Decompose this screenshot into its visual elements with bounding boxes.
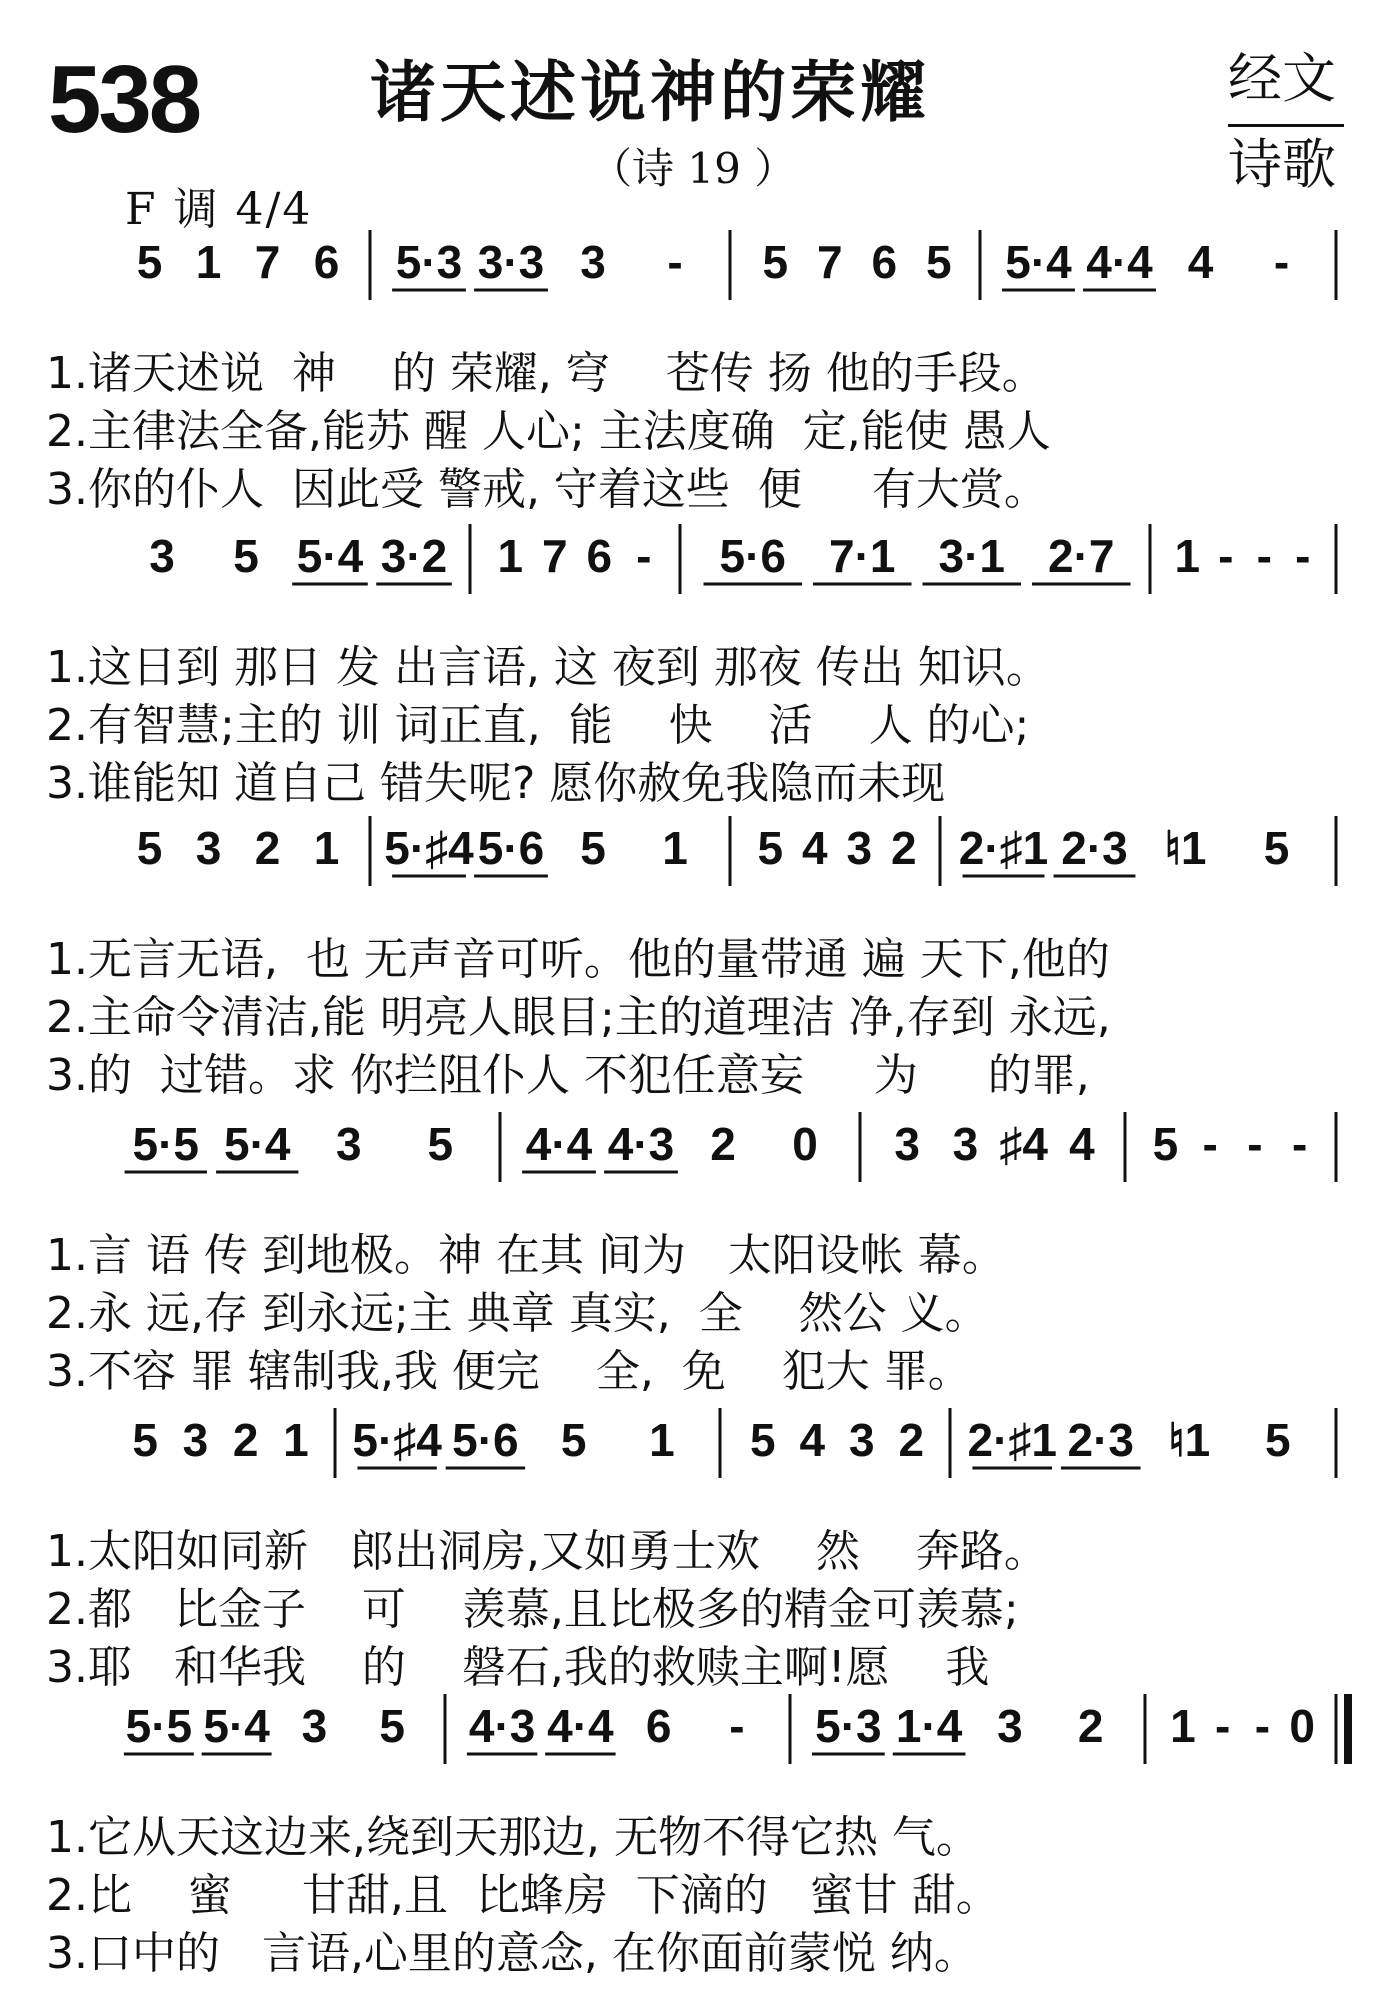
note: 7·1 xyxy=(829,530,896,582)
note: 5 xyxy=(1152,1118,1179,1170)
note: - xyxy=(1291,1118,1308,1170)
note: - xyxy=(1218,530,1234,582)
note: ♮1 xyxy=(1164,822,1207,874)
note: 6 xyxy=(586,530,613,582)
note: 2·3 xyxy=(1061,822,1128,874)
note: 5 xyxy=(749,1414,776,1466)
note: 4·3 xyxy=(468,1700,536,1752)
lyric-line-verse-3: 3.口中的 言语,心里的意念, 在你面前蒙悦 纳。 xyxy=(46,1928,978,1979)
note: 1 xyxy=(649,1414,675,1466)
lyric-line-verse-2: 2.主命令清洁,能 明亮人眼目;主的道理洁 净,存到 永远, xyxy=(46,992,1111,1043)
note: 0 xyxy=(792,1118,818,1170)
note: 3 xyxy=(997,1700,1023,1752)
note: 5·3 xyxy=(815,1700,882,1752)
note: 3 xyxy=(182,1414,209,1466)
note: 3 xyxy=(580,236,606,288)
note: - xyxy=(1247,1118,1263,1170)
note: 7 xyxy=(254,236,281,288)
note: 5·3 xyxy=(395,236,463,288)
note: 4 xyxy=(801,822,828,874)
note: 4·3 xyxy=(607,1118,675,1170)
note: 5 xyxy=(580,822,606,874)
note: 5 xyxy=(1264,1414,1291,1466)
note: 5·4 xyxy=(296,530,364,582)
note: 1·4 xyxy=(895,1700,963,1752)
note: 7 xyxy=(816,236,843,288)
note: 2 xyxy=(890,822,917,874)
note: - xyxy=(729,1700,745,1752)
lyric-line-verse-2: 2.比 蜜 甘甜,且 比蜂房 下滴的 蜜甘 甜。 xyxy=(46,1870,1000,1921)
note: 6 xyxy=(645,1700,672,1752)
note: ♯4 xyxy=(999,1118,1048,1170)
hymn-title: 诸天述说神的荣耀 xyxy=(370,54,930,131)
note: 5 xyxy=(762,236,789,288)
note: 5·♯4 xyxy=(384,822,474,874)
lyric-line-verse-3: 3.谁能知 道自己 错失呢? 愿你赦免我隐而未现 xyxy=(46,758,946,809)
note: 5·5 xyxy=(132,1118,199,1170)
note: 5·6 xyxy=(477,822,545,874)
note: 1 xyxy=(313,822,340,874)
note: 2·7 xyxy=(1048,530,1115,582)
key-signature: F 调 4/4 xyxy=(125,184,313,235)
lyric-line-verse-1: 1.太阳如同新 郎出洞房,又如勇士欢 然 奔路。 xyxy=(46,1526,1048,1577)
note: 5 xyxy=(379,1700,405,1752)
note: - xyxy=(636,530,652,582)
note: 5 xyxy=(1263,822,1290,874)
note: 2 xyxy=(898,1414,925,1466)
lyric-line-verse-3: 3.耶 和华我 的 磐石,我的救赎主啊!愿 我 xyxy=(46,1642,990,1693)
note: 5 xyxy=(560,1414,587,1466)
note: 3 xyxy=(335,1118,362,1170)
note: 5 xyxy=(427,1118,454,1170)
note: 4·4 xyxy=(1086,236,1153,288)
note: 5·♯4 xyxy=(352,1414,442,1466)
note: - xyxy=(1256,530,1272,582)
note: 2·♯1 xyxy=(958,822,1049,874)
note: 6 xyxy=(871,236,898,288)
note: 3 xyxy=(846,822,873,874)
note: 2·♯1 xyxy=(967,1414,1057,1466)
lyric-line-verse-3: 3.的 过错。求 你拦阻仆人 不犯任意妄 为 的罪, xyxy=(46,1050,1090,1101)
note: 5·5 xyxy=(125,1700,193,1752)
lyric-line-verse-2: 2.有智慧;主的 训 词正直, 能 快 活 人 的心; xyxy=(46,700,1030,751)
note: 5 xyxy=(757,822,784,874)
note: 6 xyxy=(313,236,340,288)
lyric-line-verse-1: 1.诸天述说 神 的 荣耀, 穹 苍传 扬 他的手段。 xyxy=(46,348,1046,399)
lyric-line-verse-3: 3.你的仆人 因此受 警戒, 守着这些 便 有大赏。 xyxy=(46,464,1048,515)
note: 1 xyxy=(195,236,222,288)
lyric-line-verse-1: 1.无言无语, 也 无声音可听。他的量带通 遍 天下,他的 xyxy=(46,934,1110,985)
note: 4·4 xyxy=(547,1700,614,1752)
note: 0 xyxy=(1289,1700,1315,1752)
note: 2 xyxy=(710,1118,736,1170)
category-label-top: 经文 xyxy=(1228,47,1336,110)
note: 3 xyxy=(952,1118,979,1170)
note: 4 xyxy=(1069,1118,1095,1170)
note: 4·4 xyxy=(525,1118,593,1170)
note: 4 xyxy=(1187,236,1214,288)
note: - xyxy=(1214,1700,1231,1752)
note: 1 xyxy=(1174,530,1201,582)
lyric-line-verse-1: 1.这日到 那日 发 出言语, 这 夜到 那夜 传出 知识。 xyxy=(46,642,1050,693)
note: 5 xyxy=(136,236,163,288)
note: 5·4 xyxy=(203,1700,270,1752)
lyric-line-verse-2: 2.都 比金子 可 羡慕,且比极多的精金可羡慕; xyxy=(46,1584,1019,1635)
note: - xyxy=(1202,1118,1218,1170)
note: ♮1 xyxy=(1168,1414,1211,1466)
hymn-number: 538 xyxy=(48,46,200,153)
note: 5 xyxy=(132,1414,158,1466)
note: 1 xyxy=(662,822,688,874)
category-label-bottom: 诗歌 xyxy=(1228,133,1336,196)
note: 4 xyxy=(799,1414,826,1466)
note: 3·3 xyxy=(477,236,545,288)
note: 3·2 xyxy=(380,530,448,582)
note: - xyxy=(1254,1700,1271,1752)
note: 3 xyxy=(149,530,175,582)
lyric-line-verse-1: 1.它从天这边来,绕到天那边, 无物不得它热 气。 xyxy=(46,1812,980,1863)
note: 1 xyxy=(497,530,524,582)
note: - xyxy=(1273,236,1290,288)
note: - xyxy=(667,236,683,288)
note: 2 xyxy=(232,1414,259,1466)
note: 1 xyxy=(283,1414,309,1466)
note: 3 xyxy=(848,1414,875,1466)
note: 2 xyxy=(1077,1700,1104,1752)
note: 7 xyxy=(541,530,568,582)
lyric-line-verse-1: 1.言 语 传 到地极。神 在其 间为 太阳设帐 幕。 xyxy=(46,1230,1006,1281)
lyric-line-verse-2: 2.永 远,存 到永远;主 典章 真实, 全 然公 义。 xyxy=(46,1288,989,1339)
note: 5 xyxy=(136,822,163,874)
note: 5·4 xyxy=(224,1118,291,1170)
note: 5 xyxy=(233,530,259,582)
note: 5 xyxy=(925,236,952,288)
scripture-reference: （诗 19 ） xyxy=(590,144,797,193)
lyric-line-verse-3: 3.不容 罪 辖制我,我 便完 全, 免 犯大 罪。 xyxy=(46,1346,972,1397)
note: 2 xyxy=(254,822,281,874)
note: 3 xyxy=(195,822,222,874)
note: 3·1 xyxy=(938,530,1005,582)
note: - xyxy=(1295,530,1311,582)
note: 2·3 xyxy=(1067,1414,1134,1466)
note: 5·6 xyxy=(719,530,786,582)
note: 5·6 xyxy=(452,1414,519,1466)
note: 3 xyxy=(301,1700,328,1752)
note: 5·4 xyxy=(1005,236,1072,288)
note: 1 xyxy=(1170,1700,1196,1752)
lyric-line-verse-2: 2.主律法全备,能苏 醒 人心; 主法度确 定,能使 愚人 xyxy=(46,406,1051,457)
note: 3 xyxy=(894,1118,920,1170)
